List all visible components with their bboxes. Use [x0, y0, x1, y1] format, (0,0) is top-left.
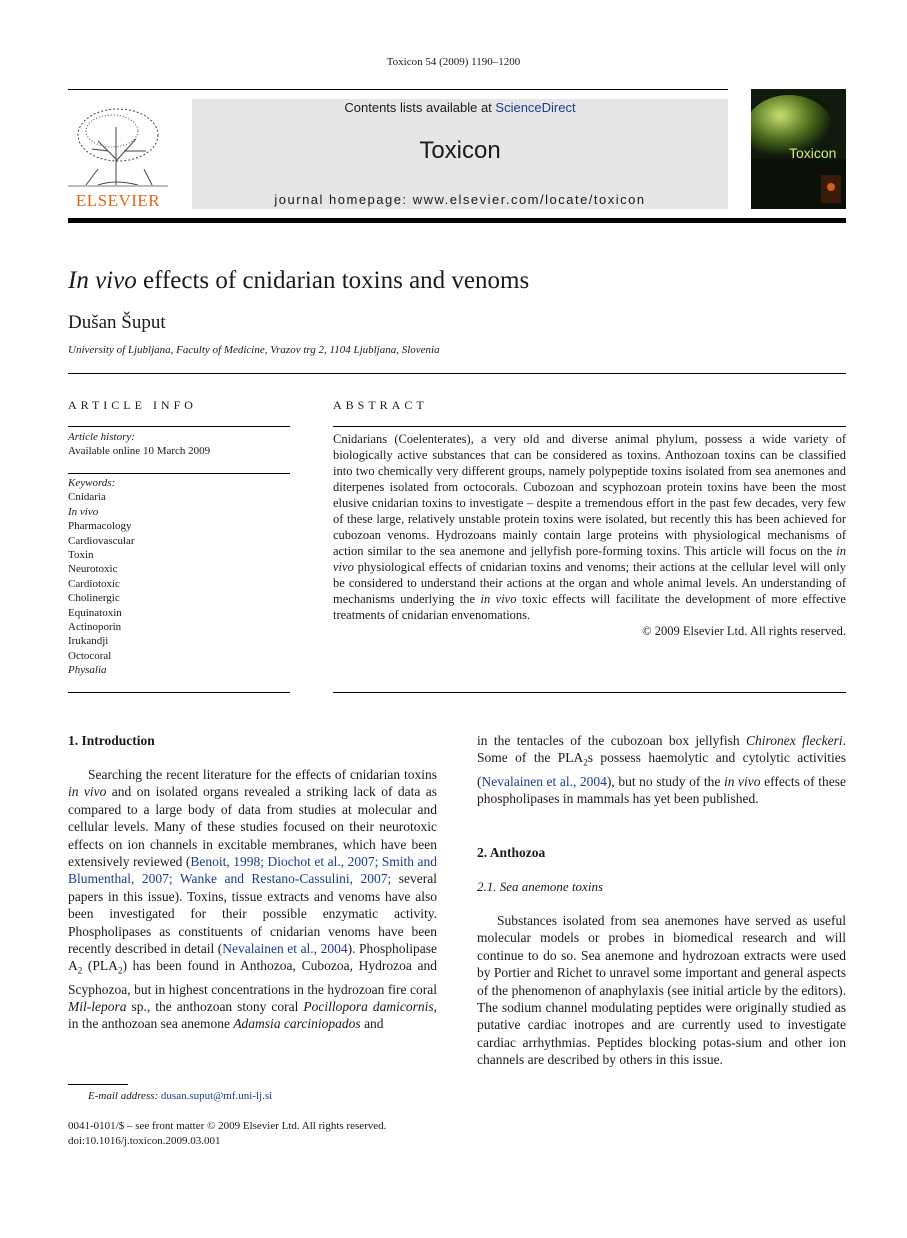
sea-anemone-paragraph — [477, 912, 846, 1069]
keyword: In vivo — [68, 505, 99, 518]
footnote-email — [88, 1090, 272, 1102]
paragraph-text: Substances isolated from sea anemones have served as useful molecular models or probes in biomedical research and will continue to do so. Sea anemone and hydrozoan extracts were used by Portier and Richet to unravel some important and general aspects of the phenomenon of anaphylaxis (see initial article by the editors). The sodium channel modulating peptides were originally studied as putative cardiac inotropes and are currently used to investigate cardiac arrhythmias. Peptides blocking potas-sium and other ion channels are described by others in this issue. — [477, 913, 846, 1068]
journal-cover-image — [751, 89, 846, 209]
title-rule — [68, 373, 846, 374]
text: ). Phospholipase A — [68, 941, 437, 974]
keyword: Toxin — [68, 549, 94, 562]
text: and on isolated organs revealed a striking lack of data as compared to a large body of data from studies at molecular and cellular levels. Many of these studies focused on their neurotoxic effects on ion channels in excitable membranes, which have been extensively reviewed ( — [68, 784, 437, 870]
sciencedirect-link[interactable]: ScienceDirect — [495, 100, 576, 115]
keyword: Octocoral — [68, 649, 112, 662]
keyword: Cholinergic — [68, 592, 120, 605]
subscript: 2 — [583, 758, 588, 769]
text: ) has been found in Anthozoa, Cubozoa, Hydrozoa and Scyphozoa, but in highest concentrations in the hydrozoan fire coral — [68, 958, 438, 997]
sea-anemone-heading: 2.1. Sea anemone toxins — [477, 879, 604, 894]
history-rule — [68, 473, 290, 474]
anthozoa-heading: 2. Anthozoa — [477, 845, 546, 860]
title-italic: In vivo — [68, 267, 137, 294]
text: . Some of the PLA — [477, 733, 846, 766]
affiliation: University of Ljubljana, Faculty of Medicine, Vrazov trg 2, 1104 Ljubljana, Slovenia — [68, 344, 440, 356]
abstract-heading: ABSTRACT — [333, 398, 428, 412]
citation-link[interactable]: Benoit, 1998; Diochot et al., 2007; Smith and Blumenthal, 2007; Wanke and Restano-Cassulini, 2007; — [68, 854, 438, 887]
intro-heading: 1. Introduction — [68, 733, 155, 748]
abstract-text — [333, 431, 846, 639]
text: sp., the anthozoan stony coral — [126, 998, 304, 1014]
text: Mil-lepora — [68, 998, 127, 1014]
keyword: Cardiotoxic — [68, 577, 120, 590]
abstract-italic: in vivo — [480, 592, 517, 606]
intro-paragraph — [68, 766, 437, 1033]
text: Chironex fleckeri — [746, 733, 843, 748]
header-thick-rule — [68, 218, 846, 223]
journal-homepage[interactable]: journal homepage: www.elsevier.com/locate/toxicon — [274, 192, 646, 207]
keywords-block — [68, 476, 290, 678]
text: s possess haemolytic and cytolytic activities ( — [477, 750, 846, 789]
keywords-label: Keywords: — [68, 477, 116, 489]
keyword: Pharmacology — [68, 520, 132, 533]
text: Searching the recent literature for the effects of cnidarian toxins — [88, 767, 437, 782]
keyword: Neurotoxic — [68, 563, 118, 576]
text: in vivo — [68, 784, 107, 800]
journal-name: Toxicon — [419, 137, 501, 164]
citation-link[interactable]: Nevalainen et al., 2004 — [222, 941, 348, 957]
text: Adamsia carciniopados — [233, 1016, 361, 1032]
contents-prefix: Contents lists available at — [344, 100, 496, 115]
abstract-part: physiological effects of cnidarian toxins and venoms; their actions at the cellular level will only be considered to understand their actions at the organ and whole animal levels. An understanding of mechanisms underlying the — [333, 560, 846, 606]
abstract-bottom-rule — [333, 692, 846, 693]
intro-continued — [477, 732, 846, 807]
history-value: Available online 10 March 2009 — [68, 445, 211, 457]
text: several papers in this issue). Toxins, tissue extracts and venoms have also been investigated for their possible enzymatic activity. Phospholipases as constituents of cnidarian venoms have been recently described in detail ( — [68, 871, 437, 957]
subscript: 2 — [77, 966, 83, 977]
text: Pocillopora damicornis — [303, 998, 434, 1014]
front-matter: 0041-0101/$ – see front matter © 2009 Elsevier Ltd. All rights reserved. — [68, 1120, 387, 1132]
keyword: Irukandji — [68, 635, 109, 648]
doi: doi:10.1016/j.toxicon.2009.03.001 — [68, 1135, 221, 1147]
email-link[interactable]: dusan.suput@mf.uni-lj.si — [160, 1090, 273, 1102]
contents-line — [192, 100, 728, 115]
history-label: Article history: — [68, 431, 135, 443]
header-top-rule — [68, 89, 728, 90]
article-info-heading: ARTICLE INFO — [68, 398, 197, 412]
title-rest: effects of cnidarian toxins and venoms — [136, 267, 530, 294]
text: in the tentacles of the cubozoan box jellyfish — [477, 733, 747, 748]
email-label: E-mail address: — [88, 1090, 161, 1102]
article-title — [68, 267, 529, 295]
text: and — [360, 1016, 384, 1032]
running-header: Toxicon 54 (2009) 1190–1200 — [386, 56, 521, 68]
article-history — [68, 430, 290, 458]
text: (PLA — [82, 958, 118, 974]
publisher-name: ELSEVIER — [75, 191, 161, 210]
text: ), but no study of the — [606, 773, 724, 789]
keyword: Actinoporin — [68, 621, 122, 634]
footnote-rule — [68, 1084, 128, 1085]
keyword: Equinatoxin — [68, 606, 122, 619]
abstract-rule — [333, 426, 846, 427]
text: in vivo — [723, 773, 761, 789]
abstract-italic: in vivo — [333, 544, 846, 574]
keyword: Cnidaria — [68, 491, 106, 504]
cover-title: Toxicon — [789, 145, 837, 161]
journal-banner — [192, 99, 728, 209]
keyword: Physalia — [68, 664, 107, 677]
abstract-part: toxic effects will facilitate the development of more effective treatments of cnidarian envenomations. — [333, 592, 846, 622]
keyword: Cardiovascular — [68, 534, 135, 547]
text: , in the anthozoan sea anemone — [68, 998, 437, 1032]
text: effects of these phospholipases in mammals has yet been published. — [477, 773, 846, 806]
article-info-bottom-rule — [68, 692, 290, 693]
article-info-rule — [68, 426, 290, 427]
citation-link[interactable]: Nevalainen et al., 2004 — [481, 773, 607, 789]
elsevier-logo — [68, 99, 168, 211]
author-name: Dušan Šuput — [68, 312, 166, 333]
abstract-part: Cnidarians (Coelenterates), a very old and diverse animal phylum, possess a wide variety of biologically active substances that can be considered as toxins. Anthozoan toxins can be classified into two chemically very different groups, namely polypeptide toxins isolated from sea anemones and diterpenes isolated from octocorals. Cubozoan and scyphozoan protein toxins have been the most elusive cnidarian toxins to investigate – despite a tremendous effort in the past few decades, very few of these large, relatively unstable protein toxins were isolated, but recently this has been achieved for cubozoan venoms. Hydrozoans mainly contain large proteins with physiological mechanisms of action similar to the sea anemone and jellyfish pore-forming toxins. This article will focus on the — [333, 432, 846, 558]
abstract-copyright: © 2009 Elsevier Ltd. All rights reserved. — [642, 624, 846, 638]
subscript: 2 — [117, 966, 123, 977]
